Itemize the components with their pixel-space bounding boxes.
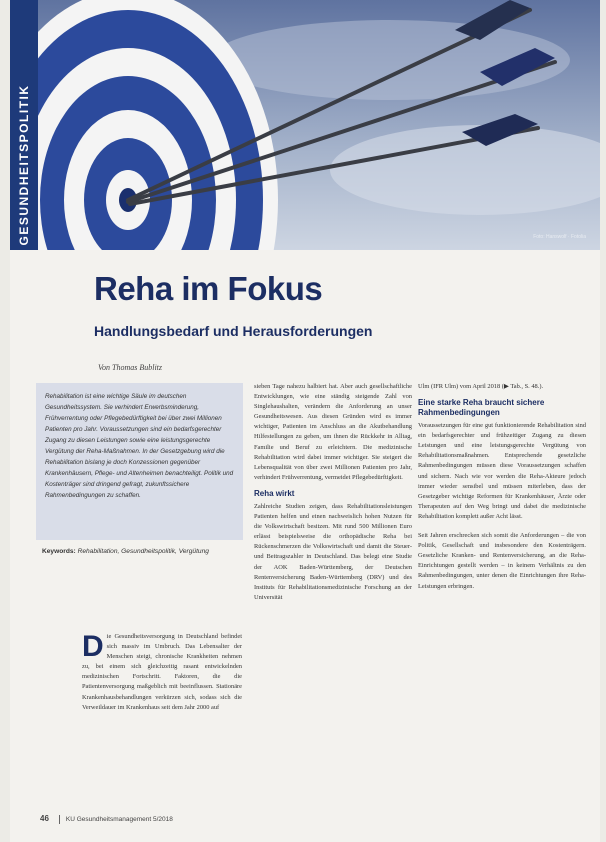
heading-rahmenbedingungen: Eine starke Reha braucht sichere Rahmenbedingungen [418,398,545,418]
column-2 [254,382,412,603]
magazine-page [10,0,600,842]
page-footer [40,814,173,824]
article-subtitle: Handlungsbedarf und Herausforderungen [94,323,373,339]
column-1 [82,632,242,713]
article-title: Reha im Fokus [94,270,323,307]
abstract-text: Rehabilitation ist eine wichtige Säule im deutschen Gesundheitssystem. Sie verhindert Erwerbsminderung, Frühverrentung oder Pflegebedürftigkeit bei über zwei Millionen Patienten pro Jahr. Voraussetzungen sind ein bedarfsgerechter Zugang zu diesen Leistungen sowie eine leistungsgerechte Vergütung der Reha-Maßnahmen. In der Gesetzgebung wird die Rehabilitation bislang je doch Konzessionen gegenüber Krankenhäusern, Pflege- und Altenheimen benachteiligt. Politik und Kostenträger sind dringend gefragt, zukunftssichere Rahmenbedingungen zu schaffen. [45,393,234,499]
photo-credit: Foto: Hanswolf · Fotolia [533,234,586,240]
target-arrows-illustration [10,0,600,250]
heading-reha-wirkt: Reha wirkt [254,488,295,498]
footer-divider [59,815,60,824]
column-1-text: ie Gesundheitsversorgung in Deutschland befindet sich massiv im Umbruch. Das Lebensalter der Menschen steigt, chronische Krankheiten nehmen zu, bei einem sich gleichzeitig rasant entwickelnden medizinischen Fortschritt. Faktoren, die die Patientenversorgung maßgeblich mit beeinflussen. Stationäre Krankenhausbehandlungen verkürzen sich, sodass sich die Verweildauer im Krankenhaus seit dem Jahr 2000 auf [82,633,242,711]
column-3-paragraph-3: Seit Jahren erschrecken sich somit die Anforderungen – die von Politik, Gesellschaft und insbesondere den Kostenträgern. Gesetzliche Kranken- und Rentenversicherung, an die Reha-Einrichtungen gestellt werden – in keinem Verhältnis zu den Rahmenbedingungen, unter denen die Einrichtungen ihre Reha-Leistungen erbringen. [418,532,586,590]
column-3-paragraph-1: Ulm (IFR Ulm) vom April 2018 (▶ Tab., S. 48.). [418,383,544,390]
column-3-paragraph-2: Voraussetzungen für eine gut funktionierende Rehabilitation sind ein bedarfsgerechter und frühzeitiger Zugang zu diesen Leistungen und eine leistungsgerechte Vergütung von Rehabilitationsmaßnahmen. Entsprechende gesetzliche Rahmenbedingungen müssen diese Voraussetzungen schaffen und sichern. Nach wie vor werden die Reha-Akteure jedoch immer wieder sensibel und müssen miterleben, dass der Gesetzgeber wichtige Reformen für Krankenhäuser, Ärzte oder Therapeuten auf den Weg bringt und dabei die medizinische Rehabilitation komplett außer Acht lässt. [418,422,586,520]
journal-name: KU Gesundheitsmanagement 5/2018 [65,816,173,823]
keywords [42,546,247,557]
column-3 [418,382,586,592]
drop-cap: D [82,630,104,663]
section-tab [10,0,38,250]
page-number: 46 [40,814,49,823]
hero-photo [10,0,600,250]
column-2-paragraph-1: sieben Tage nahezu halbiert hat. Aber auch gesellschaftliche Entwicklungen, wie eine ständig steigende Zahl von Singlehaushalten, verändern die Anforderung an unser Gesundheitswesen. Aus diesen Gründen wird es immer wichtiger, Patienten im Anschluss an die Akutbehandlung Hilfestellungen zu geben, um ihnen die Rückkehr in Alltag, Familie und Beruf zu erleichtern. Die medizinische Rehabilitation wird dabei immer wichtiger. Sie steigert die Lebensqualität von über zwei Millionen Patienten pro Jahr, verhindert Frühverrentung, vermeidet Pflegebedürftigkeit. [254,383,412,481]
keywords-value: Rehabilitation, Gesundheitspolitik, Vergütung [77,548,209,555]
column-2-paragraph-2: Zahlreiche Studien zeigen, dass Rehabilitationsleistungen Patienten helfen und einen nachweislich hohen Nutzen für die Volkswirtschaft besitzen. Mit rund 500 Millionen Euro erlässt beispielsweise die orthopädische Reha bei Rückenschmerzen die Volkswirtschaft und damit die Steuer- und Beitragszahler in Deutschland. Das belegt eine Studie der AOK Baden-Württemberg, der Deutschen Rentenversicherung Baden-Württemberg (DRV) und des Instituts für Rehabilitationsmedizinische Forschung an der Universität [254,502,412,601]
keywords-label: Keywords: [42,548,76,555]
article-author: Von Thomas Bublitz [98,363,163,372]
section-label: GESUNDHEITSPOLITIK [17,84,31,246]
abstract-box [36,383,243,540]
